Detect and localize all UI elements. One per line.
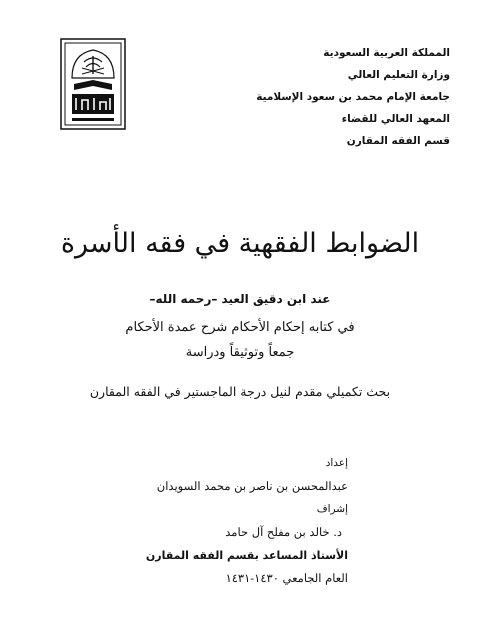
university-logo-icon <box>60 38 126 130</box>
header-line-institute: المعهد العالي للقضاء <box>341 113 450 125</box>
author-reference: عند ابن دقيق العيد –رحمه الله– <box>149 292 331 306</box>
institution-header <box>230 42 450 152</box>
supervision-label: إشراف <box>316 503 348 515</box>
supervisor-name: د. خالد بن مفلح آل حامد <box>225 525 342 539</box>
header-line-department: قسم الفقه المقارن <box>346 135 450 147</box>
author-name: عبدالمحسن بن ناصر بن محمد السويدان <box>156 479 348 493</box>
method-line: جمعاً وتوثيقاً ودراسة <box>185 345 295 360</box>
header-line-country: المملكة العربية السعودية <box>323 47 450 59</box>
thesis-title: الضوابط الفقهية في فقه الأسرة <box>60 228 420 259</box>
research-note: بحث تكميلي مقدم لنيل درجة الماجستير في الفقه المقارن <box>89 384 391 399</box>
header-line-ministry: وزارة التعليم العالي <box>347 69 450 81</box>
book-reference: في كتابه إحكام الأحكام شرح عمدة الأحكام <box>125 320 355 335</box>
university-logo <box>60 38 126 130</box>
supervisor-title: الأستاذ المساعد بقسم الفقه المقارن <box>145 549 348 562</box>
prepared-by-label: إعداد <box>325 457 348 469</box>
academic-year: العام الجامعي ١٤٣٠-١٤٣١ <box>225 571 348 585</box>
credits-block <box>108 452 348 590</box>
header-line-university: جامعة الإمام محمد بن سعود الإسلامية <box>256 91 450 103</box>
